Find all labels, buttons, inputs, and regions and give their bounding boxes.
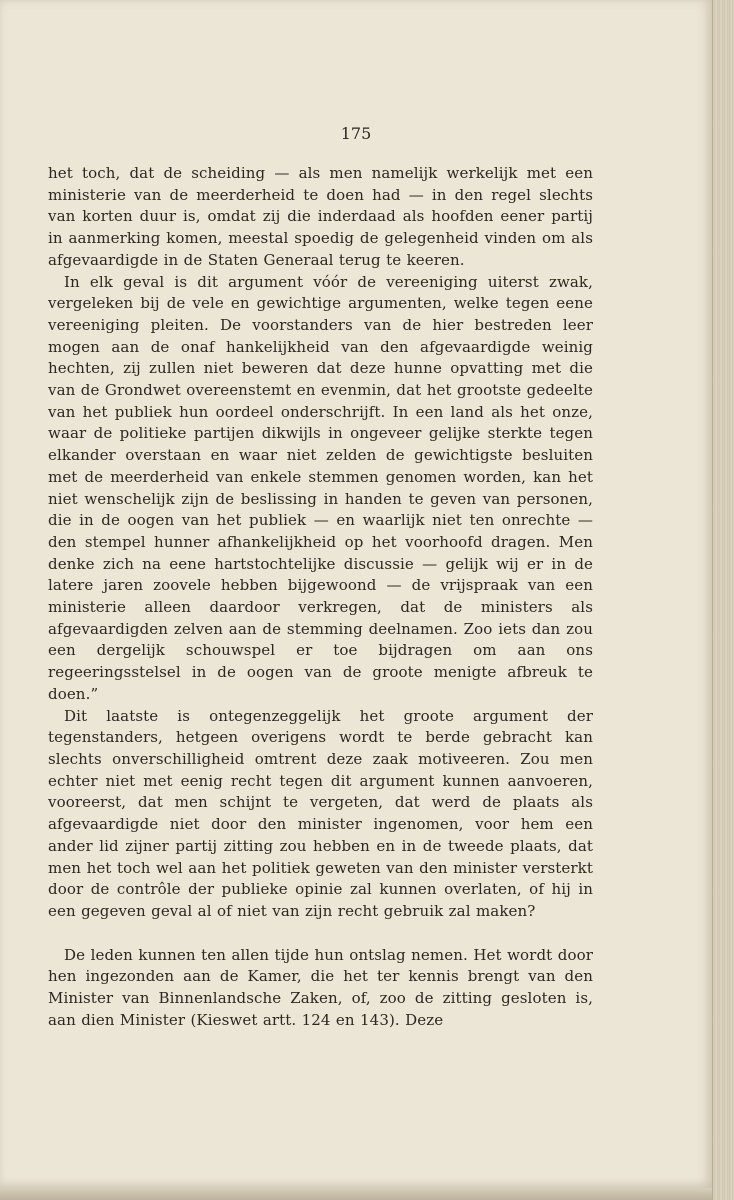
page-number: 175	[340, 124, 372, 143]
page-edge	[712, 0, 734, 1200]
page-bottom-edge	[0, 1188, 712, 1200]
body-text	[48, 163, 593, 1031]
paragraph: In elk geval is dit argument vóór de vereeniging uiterst zwak, vergeleken bij de vele en gewichtige argumenten, welke tegen eene vereeniging pleiten. De voorstanders van de hier bestreden leer mogen aan de onaf hankelijkheid van den afgevaardigde weinig hechten, zij zullen niet beweren dat deze hunne opvatting met die van de Grondwet overeenstemt en evenmin, dat het grootste gedeelte van het publiek hun oordeel onderschrijft. In een land als het onze, waar de politieke partijen dikwijls in ongeveer gelijke sterkte tegen elkander overstaan en waar niet zelden de gewichtigste besluiten met de meerderheid van enkele stemmen genomen worden, kan het niet wenschelijk zijn de beslissing in handen te geven van personen, die in de oogen van het publiek — en waarlijk niet ten onrechte — den stempel hunner afhankelijkheid op het voorhoofd dragen. Men denke zich na eene hartstochtelijke discussie — gelijk wij er in de latere jaren zoovele hebben bijgewoond — de vrijspraak van een ministerie alleen daardoor verkregen, dat de ministers als afgevaardigden zelven aan de stemming deelnamen. Zoo iets dan zou een dergelijk schouwspel er toe bijdragen om aan ons regeeringsstelsel in de oogen van de groote menigte afbreuk te doen.”	[48, 272, 593, 703]
paragraph: Dit laatste is ontegenzeggelijk het groote argument der tegenstanders, hetgeen overigens wordt te berde gebracht kan slechts onverschilligheid omtrent deze zaak motiveeren. Zou men echter niet met eenig recht tegen dit argument kunnen aanvoeren, vooreerst, dat men schijnt te vergeten, dat werd de plaats als afgevaardigde niet door den minister ingenomen, voor hem een ander lid zijner partij zitting zou hebben en in de tweede plaats, dat men het toch wel aan het politiek geweten van den minister versterkt door de contrôle der publieke opinie zal kunnen overlaten, of hij in een gegeven geval al of niet van zijn recht gebruik zal maken?	[48, 706, 593, 920]
paragraph: De leden kunnen ten allen tijde hun ontslag nemen. Het wordt door hen ingezonden aan de Kamer, die het ter kennis brengt van den Minister van Binnenlandsche Zaken, of, zoo de zitting gesloten is, aan dien Minister (Kieswet artt. 124 en 143). Deze	[48, 945, 593, 1029]
paragraph: het toch, dat de scheiding — als men namelijk werkelijk met een ministerie van de meerderheid te doen had — in den regel slechts van korten duur is, omdat zij die inderdaad als hoofden eener partij in aanmerking komen, meestal spoedig de gelegenheid vinden om als afgevaardigde in de Staten Generaal terug te keeren.	[48, 164, 593, 269]
